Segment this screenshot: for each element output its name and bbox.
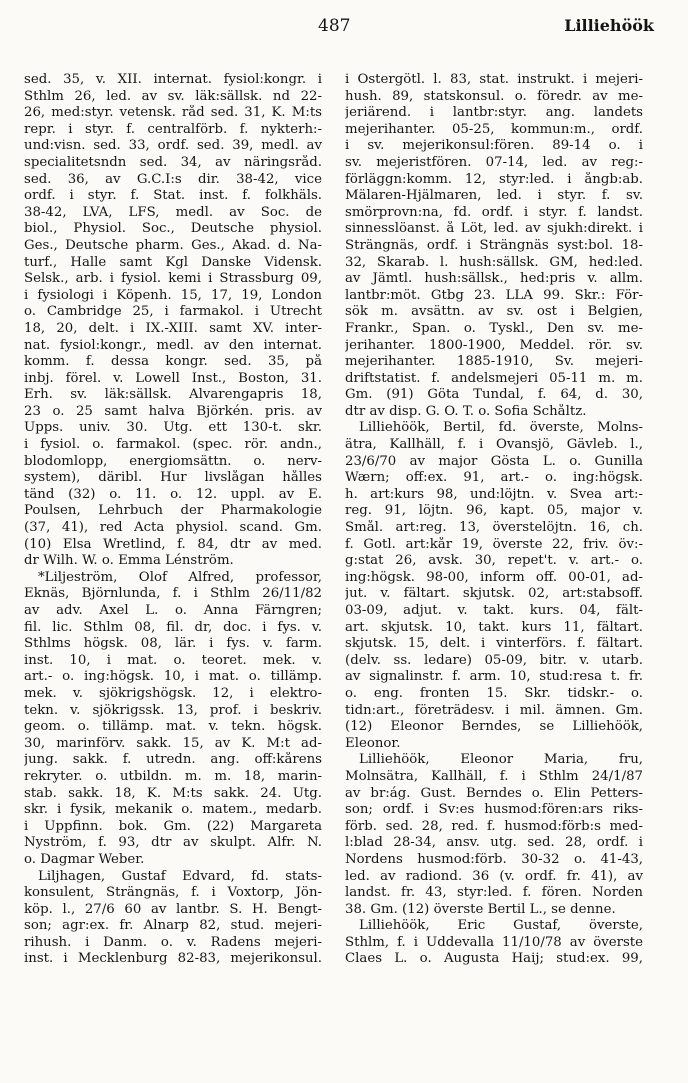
text-line: rekryter. o. utbildn. m. m. 18, marin- — [24, 768, 322, 784]
text-line: 23 o. 25 samt halva Björkén. pris. av — [24, 403, 322, 419]
text-line: geom. o. tillämp. mat. v. tekn. högsk. — [24, 719, 322, 735]
text-line: blodomlopp, energiomsättn. o. nerv- — [24, 453, 322, 469]
text-line: o. eng. fronten 15. Skr. tidskr.- o. — [345, 685, 643, 701]
text-line: jerihanter. 1800-1900, Meddel. rör. sv. — [345, 337, 643, 353]
text-line: f. Gotl. art:kår 19, överste 22, friv. öv:- — [345, 536, 643, 552]
text-line: Sthlm 26, led. av sv. läk:sällsk. nd 22- — [24, 88, 322, 104]
text-line: 26, med:styr. vetensk. råd sed. 31, K. M:ts — [24, 105, 322, 121]
text-line: köp. l., 27/6 60 av lantbr. S. H. Bengt- — [24, 901, 322, 917]
text-line: lantbr:möt. Gtbg 23. LLA 99. Skr.: För- — [345, 287, 643, 303]
text-line: mejerihanter. 1885-1910, Sv. mejeri- — [345, 354, 643, 370]
text-line: i fysiol. o. farmakol. (spec. rör. andn., — [24, 437, 322, 453]
page-number: 487 — [318, 16, 351, 36]
text-line: Sthlms högsk. 08, lär. i fys. v. farm. — [24, 636, 322, 652]
text-line: av Jämtl. hush:sällsk., hed:pris v. allm. — [345, 271, 643, 287]
entry-heading-line: *Liljeström, Olof Alfred, professor, — [38, 569, 322, 585]
text-line: av br:ág. Gust. Berndes o. Elin Petters- — [345, 785, 643, 801]
text-line: stab. sakk. 18, K. M:ts sakk. 24. Utg. — [24, 785, 322, 801]
text-line: und:visn. sed. 33, ordf. sed. 39, medl. av — [24, 138, 322, 154]
text-line: o. Cambridge 25, i farmakol. i Utrecht — [24, 304, 322, 320]
text-line: 23/6/70 av major Gösta L. o. Gunilla — [345, 453, 643, 469]
text-line: rihush. i Danm. o. v. Radens mejeri- — [24, 934, 322, 950]
text-line: Claes L. o. Augusta Haij; stud:ex. 99, — [345, 951, 643, 967]
text-line: Eknäs, Björnlunda, f. i Sthlm 26/11/82 — [24, 586, 322, 602]
text-line: 32, Skarab. l. hush:sällsk. GM, hed:led. — [345, 254, 643, 270]
text-line: 38-42, LVA, LFS, medl. av Soc. de — [24, 204, 322, 220]
text-line: repr. i styr. f. centralförb. f. nykterh:- — [24, 121, 322, 137]
text-line: son; agr:ex. fr. Alnarp 82, stud. mejeri- — [24, 918, 322, 934]
text-line: Eleonor. — [345, 735, 401, 751]
text-line: Upps. univ. 30. Utg. ett 130-t. skr. — [24, 420, 322, 436]
text-line: driftstatist. f. andelsmejeri 05-11 m. m. — [345, 370, 643, 386]
page-header — [0, 10, 688, 40]
text-line: jung. sakk. f. utredn. ang. off:kårens — [24, 752, 322, 768]
text-line: inbj. förel. v. Lowell Inst., Boston, 31. — [24, 370, 322, 386]
text-line: g:stat 26, avsk. 30, repet't. v. art.- o. — [345, 553, 643, 569]
text-line: Selsk., arb. i fysiol. kemi i Strassburg 09, — [24, 271, 322, 287]
text-line: inst. 10, i mat. o. teoret. mek. v. — [24, 652, 322, 668]
text-line: system), däribl. Hur livslågan hålles — [24, 470, 322, 486]
text-line: Gm. (91) Göta Tundal, f. 64, d. 30, — [345, 387, 643, 403]
text-line: tänd (32) o. 11. o. 12. uppl. av E. — [24, 486, 322, 502]
text-line: Mälaren-Hjälmaren, led. i styr. f. sv. — [345, 188, 643, 204]
text-line: 38. Gm. (12) överste Bertil L., se denne. — [345, 901, 616, 917]
text-line: 03-09, adjut. v. takt. kurs. 04, fält- — [345, 603, 643, 618]
text-line: Sthlm, f. i Uddevalla 11/10/78 av överste — [345, 934, 643, 950]
text-line: Molnsätra, Kallhäll, f. i Sthlm 24/1/87 — [345, 768, 643, 784]
text-line: (10) Elsa Wretlind, f. 84, dtr av med. — [24, 536, 322, 552]
text-line: fil. lic. Sthlm 08, fil. dr, doc. i fys. v. — [24, 619, 322, 635]
text-line: av signalinstr. f. arm. 10, stud:resa t. fr. — [345, 669, 643, 685]
text-line: i Östergötl. l. 83, stat. instrukt. i mejeri- — [345, 72, 643, 87]
text-line: komm. f. dessa kongr. sed. 35, på — [24, 354, 322, 370]
text-line: Strängnäs, ordf. i Strängnäs syst:bol. 18- — [345, 237, 643, 253]
text-line: sinnesslöanst. å Löt, led. av sjukh:direkt. i — [345, 221, 643, 237]
text-line: h. art:kurs 98, und:löjtn. v. Svea art:- — [345, 486, 643, 502]
text-line: specialitetsndn sed. 34, av näringsråd. — [24, 154, 322, 170]
entry-heading-line: Lilliehöök, Bertil, fd. överste, Molns- — [359, 420, 643, 436]
text-line: Smål. art:reg. 13, överstelöjtn. 16, ch. — [345, 520, 643, 536]
text-line: smörprovn:na, fd. ordf. i styr. f. landst. — [345, 204, 643, 220]
text-line: skjutsk. 15, delt. i vinterförs. f. fältart. — [345, 636, 643, 652]
text-line: ätra, Kallhäll, f. i Ovansjö, Gävleb. l., — [345, 437, 643, 453]
text-line: hush. 89, statskonsul. o. föredr. av me- — [345, 88, 643, 104]
text-line: Erh. sv. läk:sällsk. Alvarengapris 18, — [24, 387, 322, 403]
text-line: jeriärend. i lantbr:styr. ang. landets — [345, 105, 643, 121]
text-line: 18, 20, delt. i IX.-XIII. samt XV. inter- — [24, 320, 322, 336]
text-line: inst. i Mecklenburg 82-83, mejerikonsul. — [24, 951, 322, 967]
running-head: Lilliehöök — [564, 16, 654, 35]
text-line: (37, 41), red Acta physiol. scand. Gm. — [24, 520, 322, 536]
text-line: ordf. i styr. f. Stat. inst. f. folkhäls. — [24, 188, 322, 204]
text-line: 30, marinförv. sakk. 15, av K. M:t ad- — [24, 735, 322, 751]
text-line: (12) Eleonor Berndes, se Lilliehöök, — [345, 719, 643, 735]
text-line: skr. i fysik, mekanik o. matem., medarb. — [24, 802, 322, 818]
entry-heading-line: Lilliehöök, Eric Gustaf, överste, — [359, 918, 643, 934]
text-line: o. Dagmar Weber. — [24, 851, 145, 867]
text-line: tekn. v. sjökrigssk. 13, prof. i beskriv. — [24, 702, 322, 718]
text-line: i sv. mejerikonsul:fören. 89-14 o. i — [345, 138, 643, 154]
entry-heading-line: Liljhagen, Gustaf Edvard, fd. stats- — [38, 868, 322, 884]
text-line: art.- o. ing:högsk. 10, i mat. o. tillämp. — [24, 669, 322, 685]
right-column — [345, 72, 643, 968]
text-line: turf., Halle samt Kgl Danske Vidensk. — [24, 254, 322, 270]
text-line: Nordens husmod:förb. 30-32 o. 41-43, — [345, 851, 643, 867]
text-line: nat. fysiol:kongr., medl. av den internat. — [24, 337, 322, 353]
text-line: konsulent, Strängnäs, f. i Voxtorp, Jön- — [24, 885, 322, 901]
text-line: art. skjutsk. 10, takt. kurs 11, fältart. — [345, 619, 643, 635]
text-line: jut. v. fältart. skjutsk. 02, art:stabsoff. — [345, 586, 643, 602]
text-line: förb. sed. 28, red. f. husmod:förb:s med- — [345, 818, 643, 834]
text-line: Nyström, f. 93, dtr av skulpt. Alfr. N. — [24, 835, 322, 851]
entry-heading-line: Lilliehöök, Eleonor Maria, fru, — [359, 752, 643, 768]
text-line: landst. fr. 43, styr:led. f. fören. Norden — [345, 885, 643, 901]
text-line: mejerihanter. 05-25, kommun:m., ordf. — [345, 121, 643, 137]
text-line: Wærn; off:ex. 91, art.- o. ing:högsk. — [345, 470, 643, 486]
text-line: sed. 35, v. XII. internat. fysiol:kongr. i — [24, 72, 322, 87]
text-line: biol., Physiol. Soc., Deutsche physiol. — [24, 221, 322, 237]
text-line: l:blad 28-34, ansv. utg. sed. 28, ordf. i — [345, 835, 643, 851]
text-line: mek. v. sjökrigshögsk. 12, i elektro- — [24, 685, 322, 701]
text-line: dr Wilh. W. o. Emma Lénström. — [24, 553, 234, 569]
text-line: ing:högsk. 98-00, inform off. 00-01, ad- — [345, 569, 643, 585]
text-line: reg. 91, löjtn. 96, kapt. 05, major v. — [345, 503, 643, 519]
text-line: tidn:art., företrädesv. i mil. ämnen. Gm. — [345, 702, 643, 718]
left-column — [24, 72, 322, 968]
text-line: av adv. Axel L. o. Anna Färngren; — [24, 603, 322, 618]
text-line: (delv. ss. ledare) 05-09, bitr. v. utarb. — [345, 652, 643, 668]
text-line: i fysiologi i Köpenh. 15, 17, 19, London — [24, 287, 322, 303]
text-line: Ges., Deutsche pharm. Ges., Akad. d. Na- — [24, 237, 322, 253]
text-line: Frankr., Span. o. Tyskl., Den sv. me- — [345, 320, 643, 336]
text-line: sök m. avsättn. av sv. ost i Belgien, — [345, 304, 643, 320]
text-line: led. av radiond. 36 (v. ordf. fr. 41), av — [345, 868, 643, 884]
text-line: förläggn:komm. 12, styr:led. i ångb:ab. — [345, 171, 643, 187]
text-line: Poulsen, Lehrbuch der Pharmakologie — [24, 503, 322, 519]
text-line: son; ordf. i Sv:es husmod:fören:ars riks- — [345, 802, 643, 818]
text-line: i Uppfinn. bok. Gm. (22) Margareta — [24, 818, 322, 834]
text-line: sv. mejeristfören. 07-14, led. av reg:- — [345, 154, 643, 170]
text-line: dtr av disp. G. O. T. o. Sofia Schåltz. — [345, 403, 587, 419]
text-line: sed. 36, av G.C.I:s dir. 38-42, vice — [24, 171, 322, 187]
